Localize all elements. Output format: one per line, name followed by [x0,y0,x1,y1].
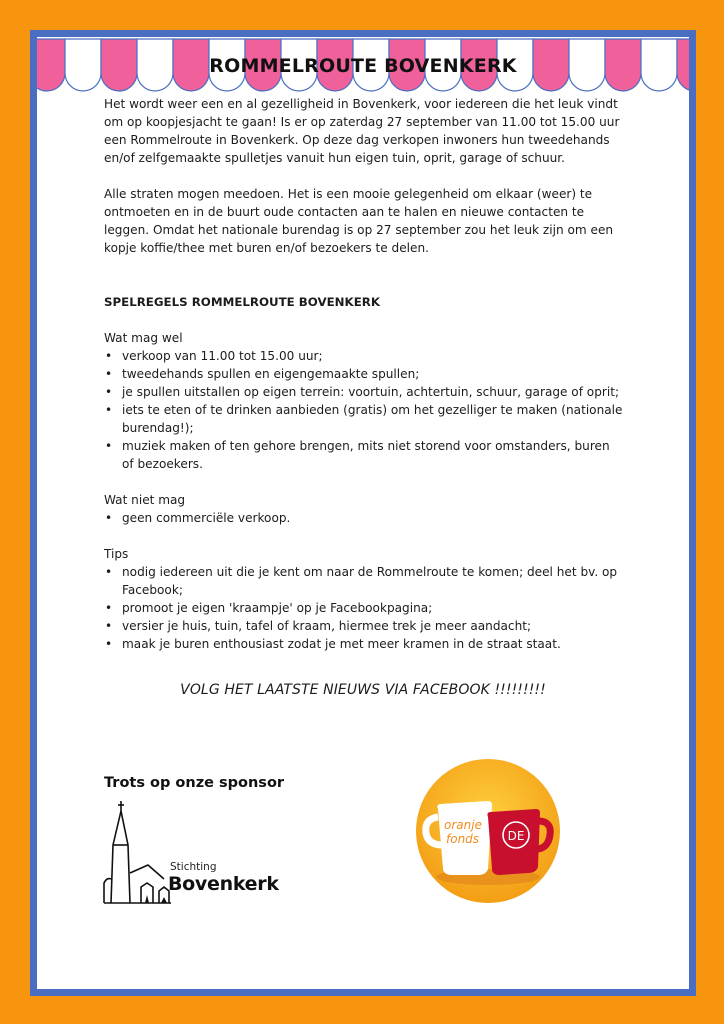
intro-paragraph-2: Alle straten mogen meedoen. Het is een mooie gelegenheid om elkaar (weer) te ontmoeten en in de buurt oude contacten aan te halen en nieuwe contacten te leggen. Omdat het nationale burendag is op 27 september zou het leuk zijn om een kopje koffie/thee met buren en/of bezoekers te delen. [104,187,614,255]
not-allowed-list [104,509,624,527]
tips-list [104,563,624,653]
list-item: • geen commerciële verkoop. [104,509,624,527]
mug-label-fonds: fonds [446,832,480,846]
flyer-content [104,95,624,653]
not-allowed-heading: Wat niet mag [104,493,186,507]
oranje-fonds-mugs-logo [414,757,562,905]
list-item: • nodig iedereen uit die je kent om naar de Rommelroute te komen; deel het bv. op Facebook; [104,563,624,599]
logo-subtitle: Stichting [170,861,217,873]
list-item: • promoot je eigen 'kraampje' op je Facebookpagina; [104,599,624,617]
list-item: • iets te eten of te drinken aanbieden (gratis) om het gezelliger te maken (nationale burendag!); [104,401,624,437]
intro-paragraph-1: Het wordt weer een en al gezelligheid in Bovenkerk, voor iedereen die het leuk vindt om op koopjesjacht te gaan! Is er op zaterdag 27 september van 11.00 tot 15.00 uur een Rommelroute in Bovenkerk. Op deze dag verkopen inwoners hun tweedehands en/of zelfgemaakte spulletjes vanuit hun eigen tuin, oprit, garage of schuur. [104,97,620,165]
allowed-list [104,347,624,473]
mug-label-oranje: oranje [444,818,482,832]
sponsor-heading: Trots op onze sponsor [104,775,285,791]
facebook-note: VOLG HET LAATSTE NIEUWS VIA FACEBOOK !!!!!!!!! [180,682,546,698]
tips-heading: Tips [104,547,129,561]
flyer-page [30,30,696,996]
logo-name: Bovenkerk [168,873,279,895]
list-item: • verkoop van 11.00 tot 15.00 uur; [104,347,624,365]
rules-heading: SPELREGELS ROMMELROUTE BOVENKERK [104,295,380,309]
list-item: • je spullen uitstallen op eigen terrein: voortuin, achtertuin, schuur, garage of oprit; [104,383,624,401]
mug-label-de: DE [507,829,525,843]
page-title: ROMMELROUTE BOVENKERK [209,55,517,77]
allowed-heading: Wat mag wel [104,331,183,345]
list-item: • tweedehands spullen en eigengemaakte spullen; [104,365,624,383]
list-item: • muziek maken of ten gehore brengen, mits niet storend voor omstanders, buren of bezoekers. [104,437,624,473]
list-item: • maak je buren enthousiast zodat je met meer kramen in de straat staat. [104,635,624,653]
list-item: • versier je huis, tuin, tafel of kraam, hiermee trek je meer aandacht; [104,617,624,635]
